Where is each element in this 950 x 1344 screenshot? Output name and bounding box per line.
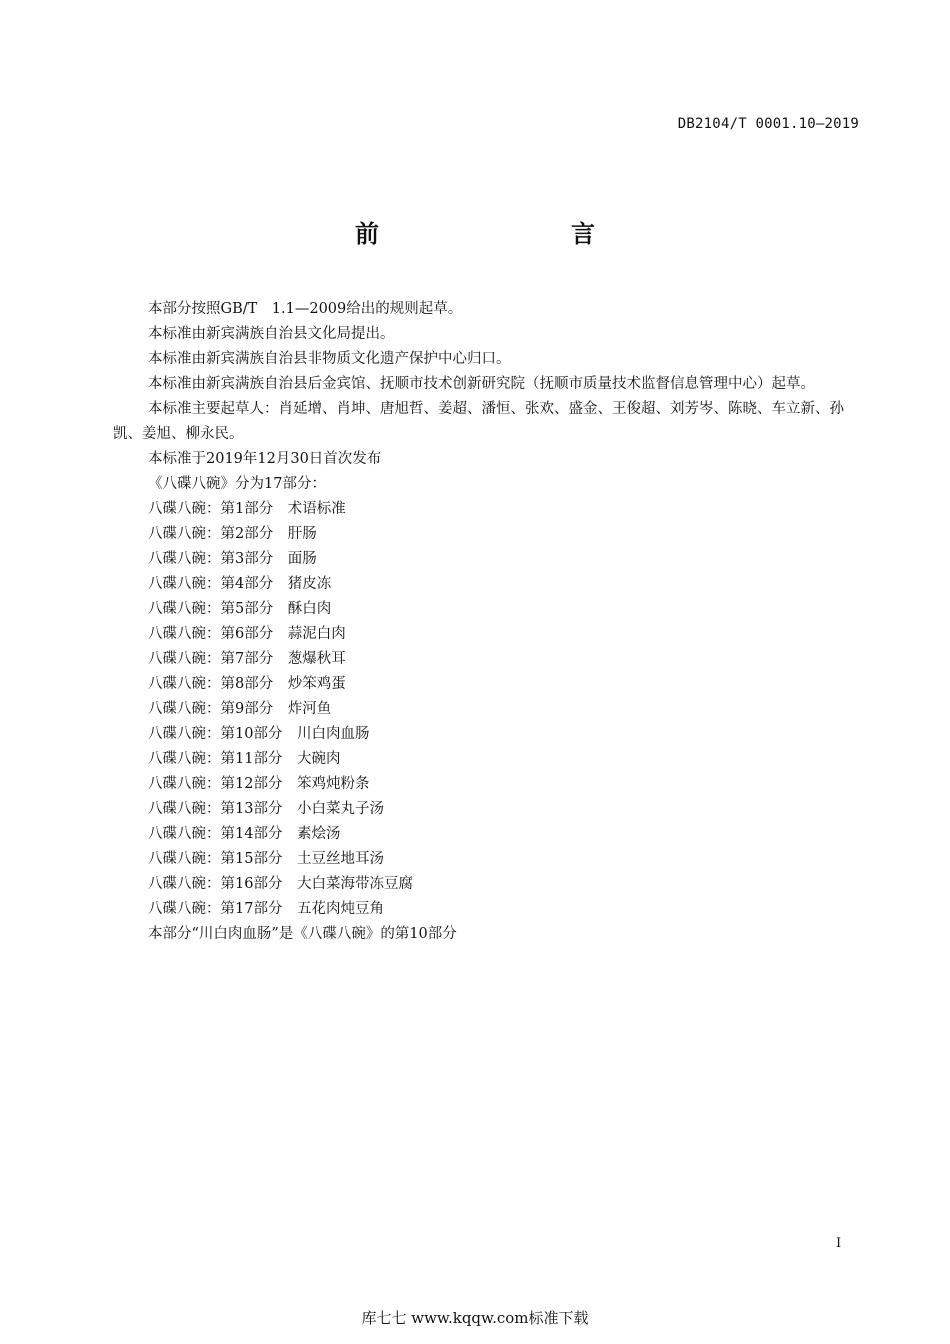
paragraph: 本标准由新宾满族自治县非物质文化遗产保护中心归口。 xyxy=(148,351,511,367)
page-number: I xyxy=(836,1236,842,1251)
list-item: 八碟八碗：第6部分 蒜泥白肉 xyxy=(148,626,346,642)
list-item: 八碟八碗：第16部分 大白菜海带冻豆腐 xyxy=(148,876,413,892)
list-item: 八碟八碗：第14部分 素烩汤 xyxy=(148,826,341,842)
list-item: 八碟八碗：第8部分 炒笨鸡蛋 xyxy=(148,676,346,692)
closing-paragraph: 本部分“川白肉血肠”是《八碟八碗》的第10部分 xyxy=(148,926,457,942)
list-item: 八碟八碗：第1部分 术语标准 xyxy=(148,501,346,517)
paragraph: 本标准由新宾满族自治县文化局提出。 xyxy=(148,326,395,342)
paragraph: 《八碟八碗》分为17部分： xyxy=(148,476,326,492)
paragraph: 本标准由新宾满族自治县后金宾馆、抚顺市技术创新研究院（抚顺市质量技术监督信息管理中心）起草。 xyxy=(148,376,815,392)
paragraph: 本部分按照GB/T 1.1—2009给出的规则起草。 xyxy=(148,301,463,317)
list-item: 八碟八碗：第13部分 小白菜丸子汤 xyxy=(148,801,384,817)
list-item: 八碟八碗：第17部分 五花肉炖豆角 xyxy=(148,901,384,917)
list-item: 八碟八碗：第5部分 酥白肉 xyxy=(148,601,332,617)
list-item: 八碟八碗：第12部分 笨鸡炖粉条 xyxy=(148,776,370,792)
document-code: DB2104/T 0001.10—2019 xyxy=(677,116,859,132)
list-item: 八碟八碗：第2部分 肝肠 xyxy=(148,526,317,542)
list-item: 八碟八碗：第9部分 炸河鱼 xyxy=(148,701,332,717)
list-item: 八碟八碗：第10部分 川白肉血肠 xyxy=(148,726,370,742)
parts-list xyxy=(113,497,861,922)
document-body xyxy=(113,297,861,947)
paragraph: 本标准主要起草人：肖延增、肖坤、唐旭哲、姜超、潘恒、张欢、盛金、王俊超、刘芳岑、陈晓、车立新、孙凯、姜旭、柳永民。 xyxy=(113,401,844,442)
list-item: 八碟八碗：第11部分 大碗肉 xyxy=(148,751,341,767)
list-item: 八碟八碗：第15部分 土豆丝地耳汤 xyxy=(148,851,384,867)
page-title: 前 言 xyxy=(355,220,643,248)
footer-watermark: 库七七 www.kqqw.com标准下载 xyxy=(361,1309,589,1327)
paragraph: 本标准于2019年12月30日首次发布 xyxy=(148,451,382,467)
list-item: 八碟八碗：第7部分 葱爆秋耳 xyxy=(148,651,346,667)
list-item: 八碟八碗：第3部分 面肠 xyxy=(148,551,317,567)
list-item: 八碟八碗：第4部分 猪皮冻 xyxy=(148,576,332,592)
